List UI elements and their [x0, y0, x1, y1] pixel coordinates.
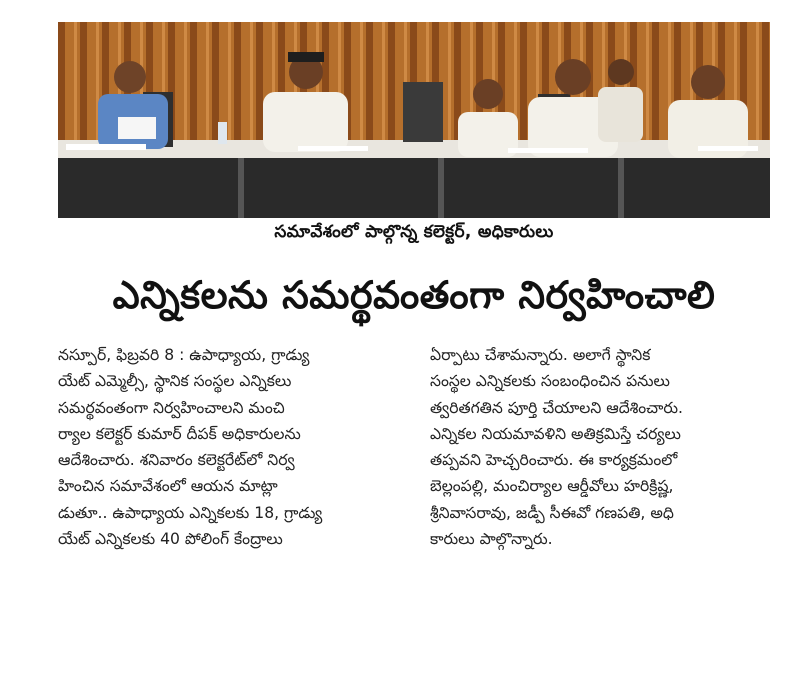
article-line: కారులు పాల్గొన్నారు. — [430, 530, 553, 549]
article-line: ర్యాల కలెక్టర్ కుమార్ దీపక్ అధికారులను — [58, 424, 301, 443]
article-line: యేట్ ఎమ్మెల్సీ, స్థానిక సంస్థల ఎన్నికలు — [58, 372, 292, 391]
article-line: సంస్థల ఎన్నికలకు సంబంధించిన పనులు — [430, 372, 670, 391]
article-headline: ఎన్నికలను సమర్థవంతంగా నిర్వహించాలి — [112, 273, 716, 317]
article-line: డుతూ.. ఉపాధ్యాయ ఎన్నికలకు 18, గ్రాడ్యు — [58, 503, 323, 522]
article-line: తప్పవని హెచ్చరించారు. ఈ కార్యక్రమంలో — [430, 451, 678, 470]
article-column-left — [58, 342, 398, 552]
newspaper-clipping — [58, 22, 770, 602]
meeting-photo — [58, 22, 770, 218]
photo-caption: సమావేశంలో పాల్గొన్న కలెక్టర్, అధికారులు — [274, 222, 554, 242]
article-line: బెల్లంపల్లి, మంచిర్యాల ఆర్డీవోలు హరిక్రిష్ణ, — [430, 477, 674, 496]
article-line: ఆదేశించారు. శనివారం కలెక్టరేట్‌లో నిర్వ — [58, 451, 295, 470]
article-line: హించిన సమావేశంలో ఆయన మాట్లా — [58, 477, 278, 496]
article-line: నస్పూర్, ఫిబ్రవరి 8 : ఉపాధ్యాయ, గ్రాడ్యు — [58, 346, 310, 364]
article-column-right — [430, 342, 770, 552]
article-line: శ్రీనివాసరావు, జడ్పీ సీఈవో గణపతి, అధి — [430, 503, 674, 522]
article-line: ఎన్నికల నియమావళిని అతిక్రమిస్తే చర్యలు — [430, 424, 681, 443]
article-line: యేట్ ఎన్నికలకు 40 పోలింగ్ కేంద్రాలు — [58, 530, 283, 549]
article-line: ఏర్పాటు చేశామన్నారు. అలాగే స్థానిక — [430, 346, 651, 364]
article-line: త్వరితగతిన పూర్తి చేయాలని ఆదేశించారు. — [430, 398, 683, 417]
article-line: సమర్థవంతంగా నిర్వహించాలని మంచి — [58, 398, 285, 417]
